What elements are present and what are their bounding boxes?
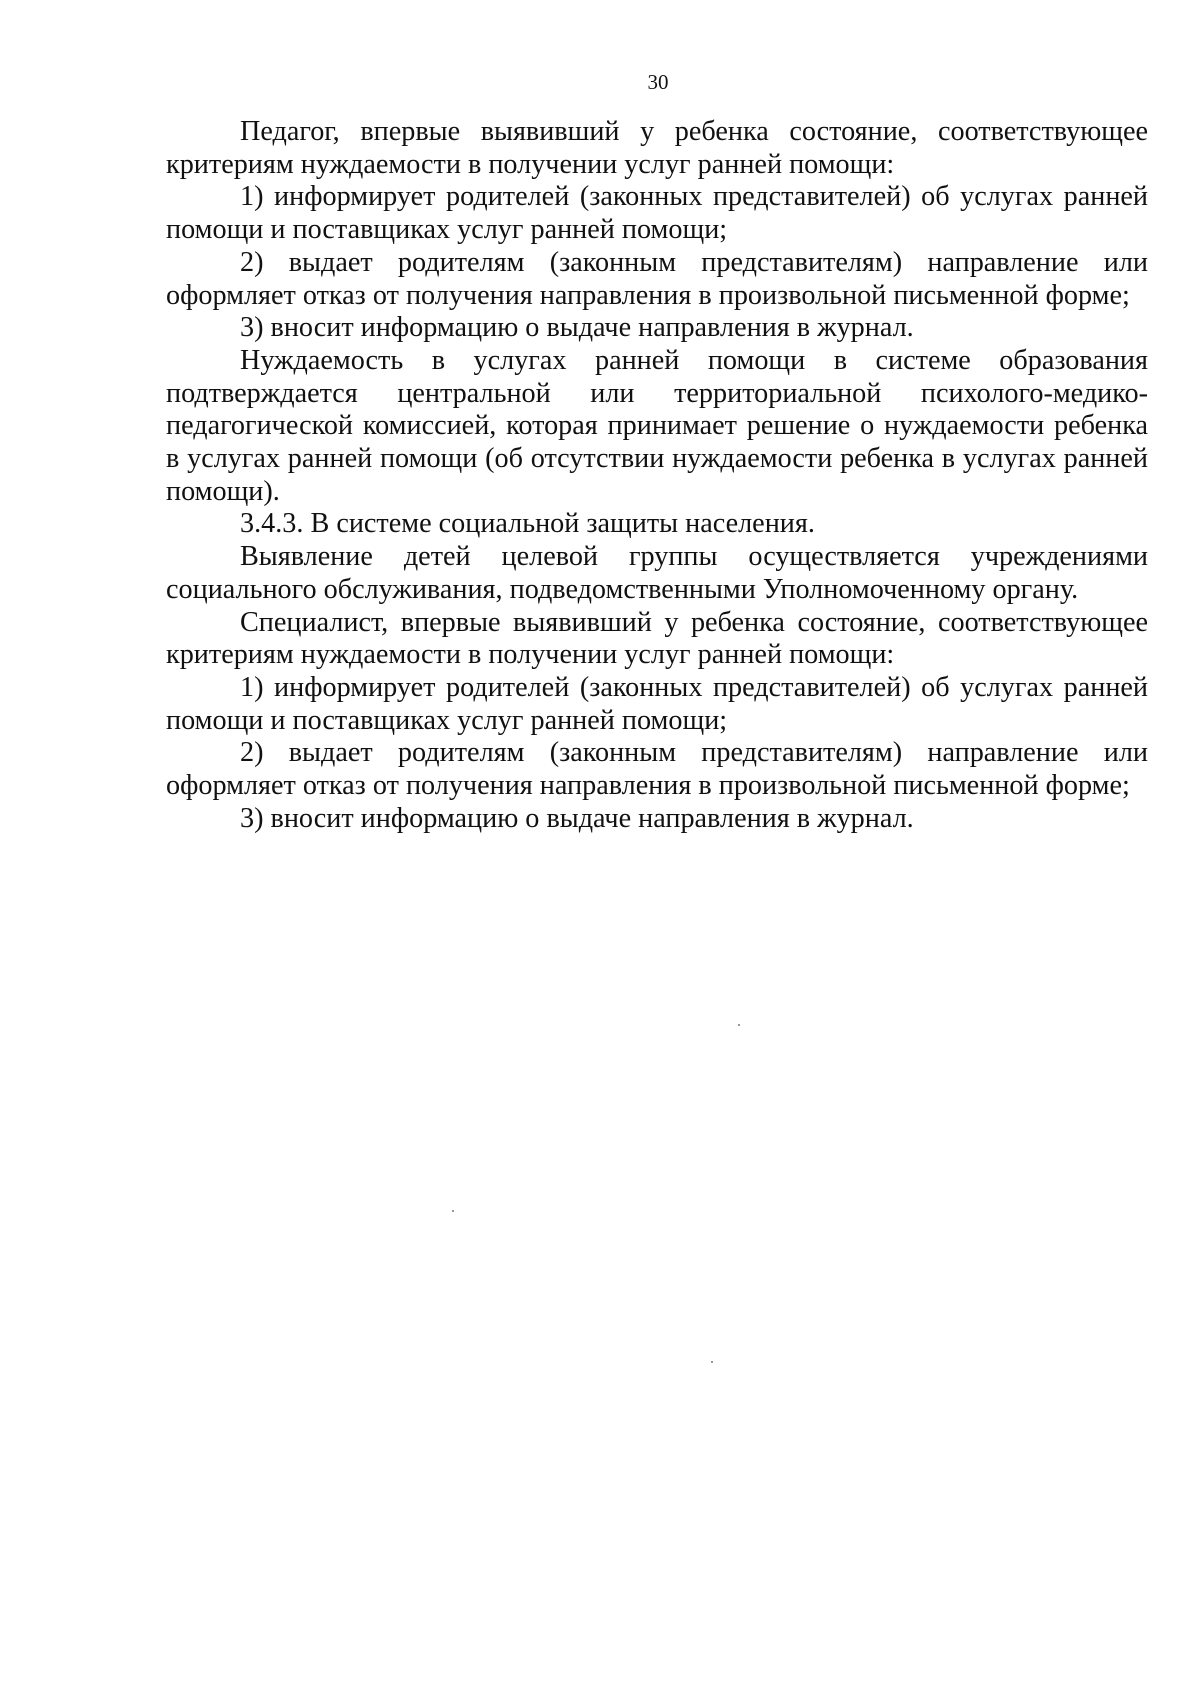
- page-number: 30: [647, 70, 669, 94]
- section-heading: 3.4.3. В системе социальной защиты населения.: [240, 508, 815, 540]
- list-item: 3) вносит информацию о выдаче направления в журнал.: [240, 802, 914, 834]
- paragraph: Специалист, впервые выявивший у ребенка состояние, соответствующее критериям нуждаемости в получении услуг ранней помощи:: [166, 606, 1148, 671]
- document-body: [166, 116, 1148, 835]
- list-item: 2) выдает родителям (законным представителям) направление или оформляет отказ от получения направления в произвольной письменной форме;: [166, 246, 1148, 311]
- scan-speck: [452, 1210, 454, 1212]
- list-item: 3) вносит информацию о выдаче направления в журнал.: [240, 312, 914, 344]
- list-item: 2) выдает родителям (законным представителям) направление или оформляет отказ от получения направления в произвольной письменной форме;: [166, 737, 1148, 802]
- list-item: 1) информирует родителей (законных представителей) об услугах ранней помощи и поставщиках услуг ранней помощи;: [166, 671, 1148, 736]
- scan-speck: [738, 1024, 740, 1026]
- paragraph: Нуждаемость в услугах ранней помощи в системе образования подтверждается центральной или территориальной психолого-медико-педагогической комиссией, которая принимает решение о нуждаемости ребенка в услугах ранней помощи (об отсутствии нуждаемости ребенка в услугах ранней помощи).: [166, 344, 1148, 507]
- list-item: 1) информирует родителей (законных представителей) об услугах ранней помощи и поставщиках услуг ранней помощи;: [166, 181, 1148, 246]
- paragraph: Педагог, впервые выявивший у ребенка состояние, соответствующее критериям нуждаемости в получении услуг ранней помощи:: [166, 116, 1148, 180]
- scan-speck: [711, 1361, 713, 1363]
- paragraph: Выявление детей целевой группы осуществляется учреждениями социального обслуживания, подведомственными Уполномоченному органу.: [166, 541, 1148, 605]
